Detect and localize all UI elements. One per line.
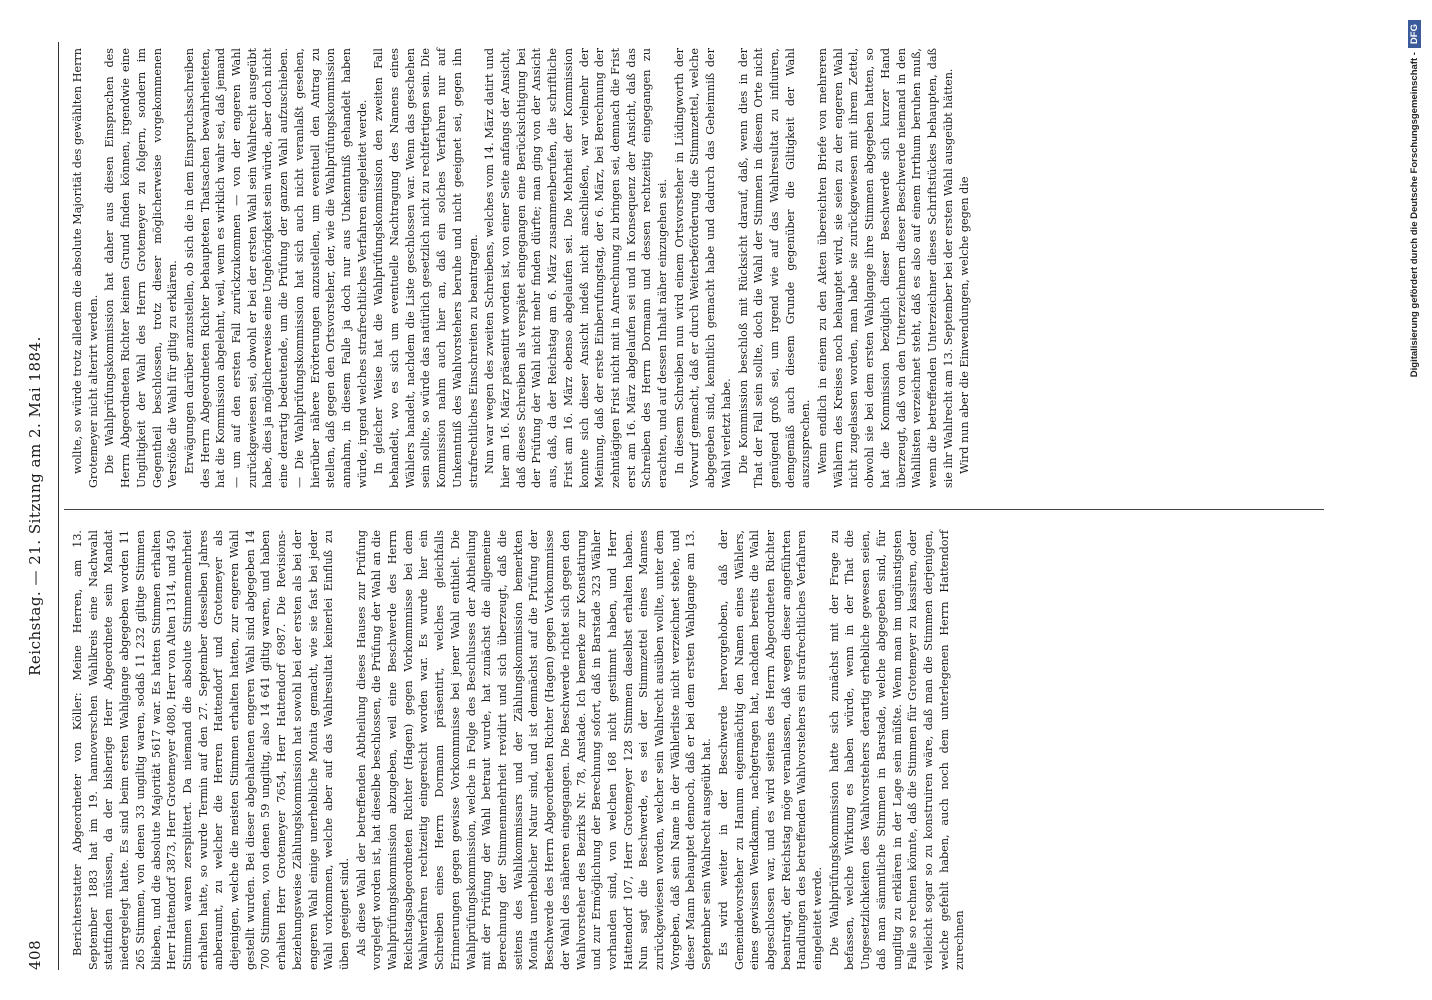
paragraph: Wenn endlich in einem zu den Akten übereichten Briefe von mehreren Wählern des Kreises noch behauptet wird, sie seien zu der engeren Wahl nicht zugelassen worden, man habe sie zurückgewiesen mit ihrem Zettel, obwohl sie bei dem ersten Wahlgange ihre Stimmen abgegeben hatten, so hat die Kommission bezüglich dieser Beschwerde sich kurzer Hand überzeugt, daß von den Unterzeichnern dieser Beschwerde niemand in den Wahllisten verzeichnet steht, daß es also auf einem Irrthum beruhen muß, wenn die betreffenden Unterzeichner dieses Schriftstückes behaupten, daß sie ihr Wahlrecht am 13. September bei der ersten Wahl ausgeübt hätten. <box>816 48 955 488</box>
paragraph: Die Wahlprüfungskommission hat daher aus diesen Einsprachen des Herrn Abgeordneten Richter keinen Grund finden können, irgendwie eine Ungiltigkeit der Wahl des Herrn Grotemeyer zu folgern, sondern im Gegentheil beschlossen, trotz dieser möglicherweise vorgekommenen Verstöße die Wahl für giltig zu erklären. <box>103 48 180 488</box>
right-column <box>70 48 973 488</box>
paragraph: Als diese Wahl der betreffenden Abtheilung dieses Hauses zur Prüfung vorgelegt worden ist, hat dieselbe beschlossen, die Prüfung der Wahl an die Wahlprüfungskommission abzugeben, weil eine Beschwerde des Herrn Reichstagsabgeordneten Richter (Hagen) gegen Vorkommnisse bei dem Wahlverfahren rechtzeitig eingereicht worden war. Es wurde hier ein Schreiben eines Herrn Dormann präsentirt, welches gleichfalls Erinnerungen gegen gewisse Vorkommnisse bei jener Wahl enthielt. Die Wahlprüfungskommission, welche in Folge des Beschlusses der Abtheilung mit der Prüfung der Wahl betraut wurde, hat zunächst die allgemeine Berechnung der Stimmenmehrheit revidirt und sich überzeugt, daß die seitens des Wahlkommissars und der Zählungskommission bemerkten Monita unerheblicher Natur sind, und ist demnächst auf die Prüfung der Beschwerde des Herrn Abgeordneten Richter (Hagen) gegen Vorkommnisse der Wahl des näheren eingegangen. Die Beschwerde richtet sich gegen den Wahlvorsteher des Bezirks Nr. 78, Anstade. Ich bemerke zur Konstatirung und zur Ermöglichung der Berechnung sofort, daß in Barstade 323 Wähler vorhanden sind, von welchen 168 nicht gestimmt haben, und Herr Hattendorf 107, Herr Grotemeyer 128 Stimmen daselbst erhalten haben. Nun sagt die Beschwerde, es sei der Stimmzettel eines Mannes zurückgewiesen worden, welcher sein Wahlrecht ausüben wollte, unter dem Vorgeben, daß sein Name in der Wählerliste nicht verzeichnet stehe, und dieser Mann behauptet dennoch, daß er bei dem ersten Wahlgange am 13. September sein Wahlrecht ausgeübt hat. <box>354 530 714 970</box>
paragraph: Es wird weiter in der Beschwerde hervorgehoben, daß der Gemeindevorsteher zu Hanum eigenmächtig den Namen eines Wählers, eines gewissen Wendkamm, nachgetragen hat, nachdem bereits die Wahl abgeschlossen war, und es wird seitens des Herrn Abgeordneten Richter beantragt, der Reichstag möge veranlassen, daß wegen dieser angeführten Handlungen des betreffenden Wahlvorstehers ein strafrechtliches Verfahren eingeleitet werde. <box>716 530 825 970</box>
running-header <box>22 42 50 970</box>
digitization-credit <box>1408 20 1421 980</box>
paragraph: In gleicher Weise hat die Wahlprüfungskommission den zweiten Fall behandelt, wo es sich um eventuelle Nachtragung des Namens eines Wählers handelt, nachdem die Liste geschlossen war. Wenn das geschehen sein sollte, so würde das natürlich gesetzlich nicht zu rechtfertigen sein. Die Kommission nahm auch hier an, daß ein solches Verfahren nur auf Unkenntniß des Wahlvorstehers beruhe und nicht geeignet sei, gegen ihn strafrechtliches Einschreiten zu beantragen. <box>372 48 480 488</box>
paragraph: Erwägungen darüber anzustellen, ob sich die in dem Einspruchsschreiben des Herrn Abgeordneten Richter behaupteten Thatsachen bewahrheiteten, hat die Kommission abgelehnt, weil, wenn es wirklich wahr sei, daß jemand — um auf den ersten Fall zurückzukommen — von der engeren Wahl zurückgewiesen sei, obwohl er bei der ersten Wahl sein Wahlrecht ausgeübt habe, dies ja möglicherweise eine Ungehörigkeit sein würde, aber doch nicht eine derartig bedeutende, um die Prüfung der ganzen Wahl aufzuschieben. — Die Wahlprüfungskommission hat sich auch nicht veranlaßt gesehen, hierüber nähere Erörterungen anzustellen, um eventuell den Antrag zu stellen, daß gegen den Ortsvorsteher, der, wie die Wahlprüfungskommission annahm, in diesem Falle ja doch nur aus Unkenntniß gehandelt haben würde, irgend welches strafrechtliches Verfahren eingeleitet werde. <box>182 48 369 488</box>
page-title: Reichstag. — 21. Sitzung am 2. Mai 1884. <box>26 336 44 676</box>
left-column <box>70 530 968 970</box>
dfg-logo: DFG <box>1408 20 1421 48</box>
paragraph: wollte, so würde trotz alledem die absolute Majorität des gewählten Herrn Grotemeyer nicht alterirt werden. <box>71 48 100 488</box>
paragraph: In diesem Schreiben nun wird einem Ortsvorsteher in Lüdingworth der Vorwurf gemacht, daß er durch Weiterbeförderung die Stimmzettel, welche abgegeben sind, kenntlich gemacht habe und dadurch das Geheimniß der Wahl verletzt habe. <box>672 48 733 488</box>
header-rule <box>58 42 59 970</box>
paragraph: Die Wahlprüfungskommission hatte sich zunächst mit der Frage zu befassen, welche Wirkung es haben würde, wenn in der That die Ungesetzlichkeiten des Wahlvorstehers derartig erhebliche gewesen seien, daß man sämmtliche Stimmen in Barstade, welche abgegeben sind, für ungiltig zu erklären in der Lage sein müßte. Wenn man im ungünstigsten Falle so rechnen könnte, daß die Stimmen für Grotemeyer zu kassiren, oder vielleicht sogar so zu konstruiren wäre, daß man die Stimmen derjenigen, welche gefehlt haben, auch noch dem unterlegenen Herrn Hattendorf zurechnen <box>827 530 967 970</box>
credit-text: Digitalisierung gefördert durch die Deutsche Forschungsgemeinschaft - <box>1409 52 1420 378</box>
paragraph: Berichterstatter Abgeordneter von Köller: Meine Herren, am 13. September 1883 hat im 19. hannoverschen Wahlkreis eine Nachwahl stattfinden müssen, da der bisherige Herr Abgeordnete sein Mandat niedergelegt hatte. Es sind beim ersten Wahlgange abgegeben worden 11 265 Stimmen, von denen 33 ungiltig waren, sodaß 11 232 giltige Stimmen blieben, und die absolute Majorität 5617 war. Es hatten Stimmen erhalten Herr Hattendorf 3873, Herr Grotemeyer 4080, Herr von Alten 1314, und 450 Stimmen waren zersplittert. Da niemand die absolute Stimmenmehrheit erhalten hatte, so wurde Termin auf den 27. September desselben Jahres anberaumt, zu welcher die Herren Hattendorf und Grotemeyer als diejenigen, welche die meisten Stimmen erhalten hatten, zur engeren Wahl gestellt wurden. Bei dieser abgehaltenen engeren Wahl sind abgegeben 14 700 Stimmen, von denen 59 ungiltig, also 14 641 giltig waren, und haben erhalten Herr Grotemeyer 7654, Herr Hattendorf 6987. Die Revisions- beziehungsweise Zählungskommission hat sowohl bei der ersten als bei der engeren Wahl einige unerhebliche Monita gemacht, wie sie fast bei jeder Wahl vorkommen, welche aber auf das Wahlresultat keinerlei Einfluß zu üben geeignet sind. <box>71 530 351 970</box>
page-number: 408 <box>26 939 44 970</box>
paragraph: Die Kommission beschloß mit Rücksicht darauf, daß, wenn dies in der That der Fall sein sollte, doch die Wahl der Stimmen in diesem Orte nicht genügend groß sei, um irgend wie auf das Wahlresultat zu influiren, demgemäß auch diesem Grunde gegenüber die Giltigkeit der Wahl auszusprechen. <box>736 48 813 488</box>
paragraph: Wird nun aber die Einwendungen, welche gegen die <box>958 176 972 474</box>
paragraph: Nun war wegen des zweiten Schreibens, welches vom 14. März datirt und hier am 16. März präsentirt worden ist, von einer Seite anfangs der Ansicht, daß dieses Schreiben als verspätet eingegangen eine Berücksichtigung bei der Prüfung der Wahl nicht mehr finden dürfte; man ging von der Ansicht aus, daß, da der Reichstag am 6. März zusammenberufen, die schriftliche Frist am 16. März ebenso abgelaufen sei. Die Mehrheit der Kommission konnte sich dieser Ansicht indeß nicht anschließen, war vielmehr der Meinung, daß der erste Einberufungstag, der 6. März, bei Berechnung der zehntägigen Frist nicht mit in Anrechnung zu bringen sei, demnach die Frist erst am 16. März abgelaufen sei und in Konsequenz der Ansicht, daß das Schreiben des Herrn Dormann und dessen rechtzeitig eingegangen zu erachten, und auf dessen Inhalt näher einzugehen sei. <box>483 48 670 488</box>
column-divider <box>64 509 1324 510</box>
